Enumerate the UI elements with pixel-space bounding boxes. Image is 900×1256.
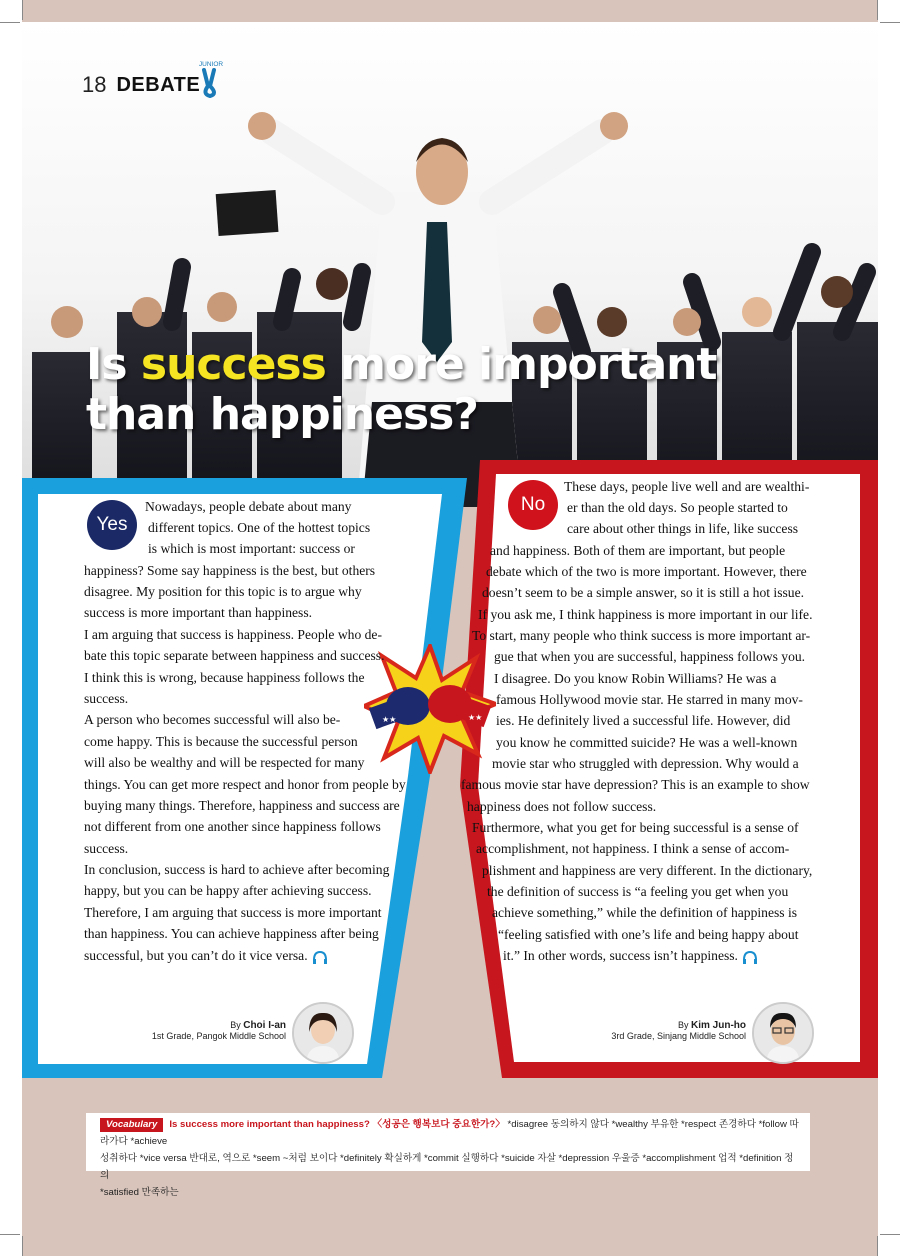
yes-line: is which is most important: success or <box>148 541 355 556</box>
no-line: These days, people live well and are wealthi- <box>564 479 810 494</box>
svg-text:★★: ★★ <box>468 713 483 722</box>
yes-badge: Yes <box>87 500 137 550</box>
yes-line: In conclusion, success is hard to achieve after becoming <box>84 862 390 877</box>
yes-line: I think this is wrong, because happiness follows the <box>84 670 365 685</box>
yes-line: different topics. One of the hottest topics <box>148 520 371 535</box>
no-line: care about other things in life, like success <box>567 521 799 536</box>
no-byline <box>596 1020 746 1042</box>
no-line: achieve something,” while the definition of happiness is <box>492 905 798 920</box>
no-author-name: Kim Jun-ho <box>691 1020 746 1031</box>
yes-line: I am arguing that success is happiness. People who de- <box>84 627 382 642</box>
no-author-school: 3rd Grade, Sinjang Middle School <box>611 1031 746 1041</box>
yes-line: Therefore, I am arguing that success is more important <box>84 905 382 920</box>
yes-line: happiness? Some say happiness is the best, but others <box>84 563 376 578</box>
yes-line: success is more important than happiness. <box>84 605 313 620</box>
yes-line: buying many things. Therefore, happiness and success are <box>84 798 400 813</box>
vocabulary-label: Vocabulary <box>100 1118 163 1132</box>
no-line: To start, many people who think success is more important ar- <box>472 628 811 643</box>
page-number: 18 <box>82 72 107 97</box>
vocabulary-entries: 성취하다 *vice versa 반대로, 역으로 *seem ~처럼 보이다 *definitely 확실하게 *commit 실행하다 *suicide 자살 *depression 우울증 *accomplishment 업적 *definition 정의 <box>100 1153 794 1181</box>
yes-author-avatar <box>292 1002 354 1064</box>
yes-line: success. <box>84 841 129 856</box>
headphone-icon <box>312 950 328 964</box>
vocabulary-entries: *disagree 동의하지 않다 *wealthy 부유한 *respect 존경하다 *follow 따라가다 *achieve <box>100 1119 799 1147</box>
yes-author-school: 1st Grade, Pangok Middle School <box>151 1031 286 1041</box>
crop-mark <box>0 1234 20 1235</box>
no-line: debate which of the two is more important. However, there <box>486 564 807 579</box>
no-line: plishment and happiness are very different. In the dictionary, <box>482 863 813 878</box>
no-line: and happiness. Both of them are important, but people <box>490 543 786 558</box>
yes-line-last: successful, but you can’t do it vice versa. <box>84 945 328 966</box>
no-line: the definition of success is “a feeling you get when you <box>487 884 789 899</box>
no-line: I disagree. Do you know Robin Williams? He was a <box>494 671 777 686</box>
yes-line: things. You can get more respect and honor from people by <box>84 777 406 792</box>
no-line: er than the old days. So people started to <box>567 500 788 515</box>
yes-line: bate this topic separate between happiness and success. <box>84 648 385 663</box>
headphone-icon <box>742 950 758 964</box>
no-line: you know he committed suicide? He was a well-known <box>496 735 798 750</box>
yes-line: A person who becomes successful will also be- <box>84 712 341 727</box>
no-line: ies. He definitely lived a successful life. However, did <box>496 713 791 728</box>
crop-mark <box>0 22 20 23</box>
article-title <box>86 340 717 440</box>
no-author-avatar <box>752 1002 814 1064</box>
no-line: accomplishment, not happiness. I think a sense of accom- <box>476 841 790 856</box>
no-line: If you ask me, I think happiness is more important in our life. <box>478 607 813 622</box>
junior-logo-text: JUNIOR <box>198 61 224 68</box>
yes-line: disagree. My position for this topic is to argue why <box>84 584 362 599</box>
yes-byline <box>140 1020 286 1042</box>
yes-line: than happiness. You can achieve happiness after being <box>84 926 379 941</box>
vocabulary-question: Is success more important than happiness? 〈성공은 행복보다 중요한가?〉 <box>169 1119 505 1130</box>
no-line: “feeling satisfied with one’s life and being happy about <box>498 927 799 942</box>
crop-mark <box>22 1236 23 1256</box>
yes-line: not different from one another since happiness follows <box>84 819 381 834</box>
crop-mark <box>877 0 878 20</box>
vocabulary-box <box>86 1113 810 1198</box>
title-line-1: Is success more important <box>86 339 717 390</box>
yes-line: Nowadays, people debate about many <box>145 499 352 514</box>
no-line-last: it.” In other words, success isn’t happiness. <box>503 945 758 966</box>
no-line: gue that when you are successful, happiness follows you. <box>494 649 806 664</box>
yes-line: will also be wealthy and will be respected for many <box>84 755 365 770</box>
title-highlight: success <box>140 339 326 390</box>
section-title: DEBATE <box>116 73 201 96</box>
no-line: movie star who struggled with depression. Why would a <box>492 756 799 771</box>
yes-line: success. <box>84 691 129 706</box>
no-line: famous Hollywood movie star. He starred in many mov- <box>496 692 803 707</box>
title-line-2: than happiness? <box>86 389 478 440</box>
yes-author-name: Choi I-an <box>243 1020 286 1031</box>
no-badge: No <box>508 480 558 530</box>
no-author-line: By Kim Jun-ho <box>677 1020 746 1031</box>
no-line: famous movie star have depression? This is an example to show <box>461 777 810 792</box>
yes-author-line: By Choi I-an <box>230 1020 286 1031</box>
no-line: Furthermore, what you get for being successful is a sense of <box>472 820 799 835</box>
junior-logo <box>198 58 224 100</box>
page-header <box>82 72 200 98</box>
crop-mark <box>880 22 900 23</box>
crop-mark <box>22 0 23 20</box>
yes-line: come happy. This is because the successful person <box>84 734 358 749</box>
no-line: doesn’t seem to be a simple answer, so it is still a hot issue. <box>482 585 805 600</box>
yes-line: happy, but you can be happy after achieving success. <box>84 883 372 898</box>
crop-mark <box>877 1236 878 1256</box>
vocabulary-entries: *satisfied 만족하는 <box>100 1187 179 1198</box>
crop-mark <box>880 1234 900 1235</box>
no-line: happiness does not follow success. <box>467 799 657 814</box>
svg-text:★★: ★★ <box>382 715 397 724</box>
